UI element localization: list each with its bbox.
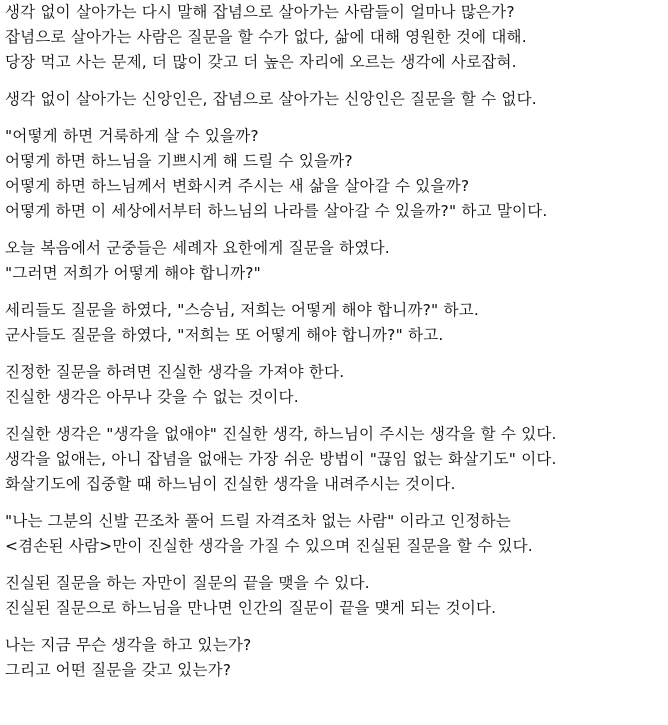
text-line: 그리고 어떤 질문을 갖고 있는가?	[5, 661, 232, 679]
paragraph-3	[5, 124, 665, 224]
paragraph-9	[5, 571, 665, 621]
text-line: 생각 없이 살아가는 다시 말해 잡념으로 살아가는 사람들이 얼마나 많은가?	[5, 3, 515, 21]
text-line: "나는 그분의 신발 끈조차 풀어 드릴 자격조차 없는 사람" 이라고 인정하는	[5, 512, 511, 530]
text-line: 어떻게 하면 하느님께서 변화시켜 주시는 새 삶을 살아갈 수 있을까?	[5, 177, 470, 195]
text-line: 진실한 생각은 "생각을 없애야" 진실한 생각, 하느님이 주시는 생각을 할 수 있다.	[5, 425, 557, 443]
text-line: 당장 먹고 사는 문제, 더 많이 갖고 더 높은 자리에 오르는 생각에 사로잡혀.	[5, 53, 517, 71]
text-line: 생각을 없애는, 아니 잡념을 없애는 가장 쉬운 방법이 "끊임 없는 화살기도" 이다.	[5, 450, 557, 468]
paragraph-2	[5, 87, 665, 112]
paragraph-5	[5, 298, 665, 348]
text-line: "어떻게 하면 거룩하게 살 수 있을까?	[5, 127, 259, 145]
document-body	[5, 0, 665, 695]
text-line: <겸손된 사람>만이 진실한 생각을 가질 수 있으며 진실된 질문을 할 수 있다.	[5, 537, 533, 555]
text-line: 세리들도 질문을 하였다, "스승님, 저희는 어떻게 해야 합니까?" 하고.	[5, 301, 479, 319]
text-line: 생각 없이 살아가는 신앙인은, 잡념으로 살아가는 신앙인은 질문을 할 수 없다.	[5, 90, 537, 108]
text-line: 군사들도 질문을 하였다, "저희는 또 어떻게 해야 합니까?" 하고.	[5, 326, 444, 344]
paragraph-7	[5, 422, 665, 497]
text-line: 진실한 생각은 아무나 갖을 수 없는 것이다.	[5, 388, 299, 406]
text-line: 나는 지금 무슨 생각을 하고 있는가?	[5, 636, 252, 654]
paragraph-1	[5, 0, 665, 75]
text-line: 진실된 질문으로 하느님을 만나면 인간의 질문이 끝을 맺게 되는 것이다.	[5, 599, 497, 617]
text-line: 어떻게 하면 이 세상에서부터 하느님의 나라를 살아갈 수 있을까?" 하고 말이다.	[5, 202, 548, 220]
paragraph-6	[5, 360, 665, 410]
text-line: 잡념으로 살아가는 사람은 질문을 할 수가 없다, 삶에 대해 영원한 것에 대해.	[5, 28, 527, 46]
paragraph-8	[5, 509, 665, 559]
text-line: 진정한 질문을 하려면 진실한 생각을 가져야 한다.	[5, 363, 345, 381]
paragraph-10	[5, 633, 665, 683]
paragraph-4	[5, 236, 665, 286]
text-line: 화살기도에 집중할 때 하느님이 진실한 생각을 내려주시는 것이다.	[5, 475, 456, 493]
text-line: 진실된 질문을 하는 자만이 질문의 끝을 맺을 수 있다.	[5, 574, 370, 592]
text-line: 어떻게 하면 하느님을 기쁘시게 해 드릴 수 있을까?	[5, 152, 353, 170]
text-line: "그러면 저희가 어떻게 해야 합니까?"	[5, 264, 262, 282]
text-line: 오늘 복음에서 군중들은 세례자 요한에게 질문을 하였다.	[5, 239, 390, 257]
